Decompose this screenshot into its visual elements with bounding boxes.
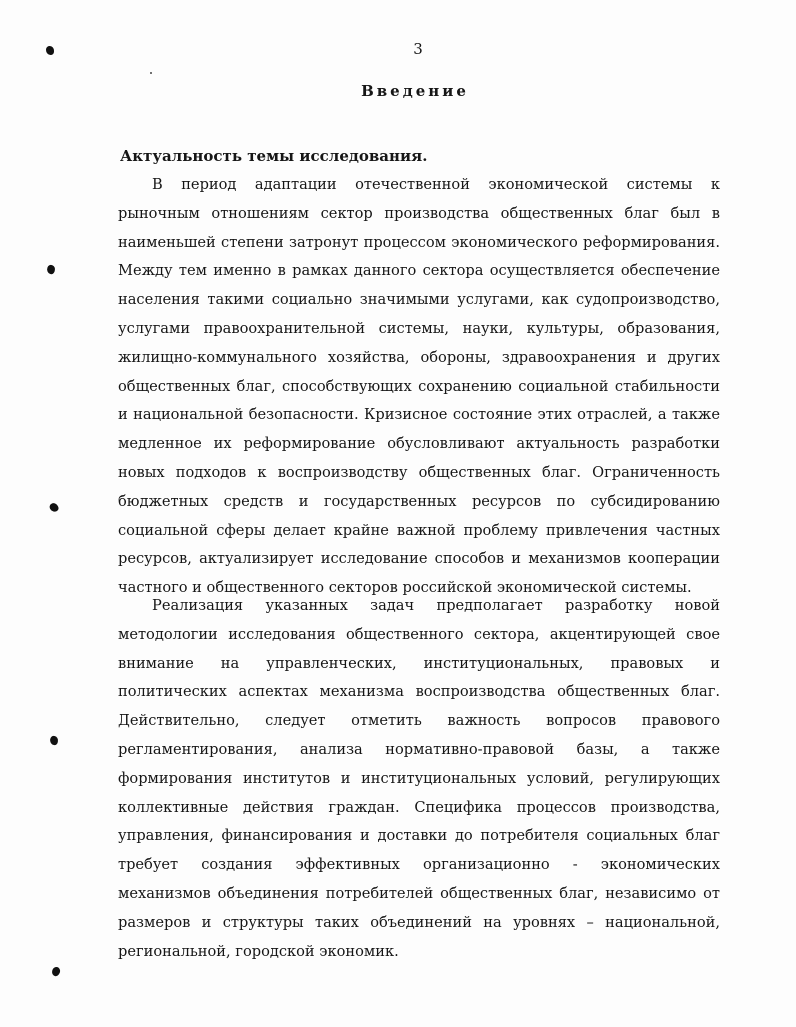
binding-hole-mark	[50, 965, 62, 977]
scan-speck	[150, 72, 152, 74]
page-title: Введение	[361, 82, 469, 100]
body-paragraph: Реализация указанных задач предполагает разработку новой методологии исследования общественного сектора, акцентирующей свое внимание на управленческих, институциональных, правовых и политических аспектах механизма воспроизводства общественных благ. Действительно, следует отметить важность вопросов правового регламентирования, анализа нормативно-правовой базы, а также формирования институтов и институциональных условий, регулирующих коллективные действия граждан. Специфика процессов производства, управления, финансирования и доставки до потребителя социальных благ требует создания эффективных организационно - экономических механизмов объединения потребителей общественных благ, независимо от размеров и структуры таких объединений на уровнях – национальной, региональной, городской экономик.	[118, 597, 720, 960]
binding-hole-mark	[46, 264, 57, 275]
body-paragraph: В период адаптации отечественной экономической системы к рыночным отношениям сектор производства общественных благ был в наименьшей степени затронут процессом экономического реформирования. Между тем именно в рамках данного сектора осуществляется обеспечение населения такими социально значимыми услугами, как судопроизводство, услугами правоохранительной системы, науки, культуры, образования, жилищно-коммунального хозяйства, обороны, здравоохранения и других общественных благ, способствующих сохранению социальной стабильности и национальной безопасности. Кризисное состояние этих отраслей, а также медленное их реформирование обусловливают актуальность разработки новых подходов к воспроизводству общественных благ. Ограниченность бюджетных средств и государственных ресурсов по субсидированию социальной сферы делает крайне важной проблему привлечения частных ресурсов, актуализирует исследование способов и механизмов кооперации частного и общественного секторов российской экономической системы.	[118, 176, 720, 597]
binding-hole-mark	[49, 735, 58, 745]
section-title: Актуальность темы исследования.	[120, 147, 428, 165]
page-number: 3	[413, 40, 423, 58]
binding-hole-mark	[48, 502, 59, 514]
